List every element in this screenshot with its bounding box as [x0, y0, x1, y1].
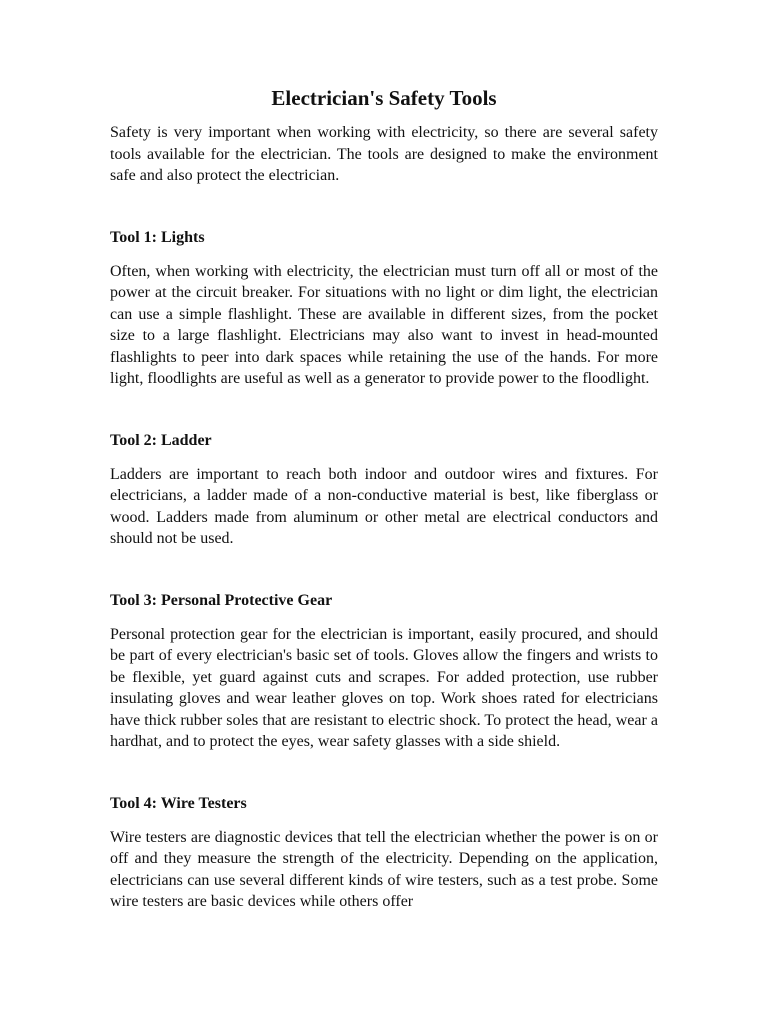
- intro-paragraph: Safety is very important when working with electricity, so there are several safety tools available for the electrician. The tools are designed to make the environment safe and also protect the electrician.: [110, 124, 658, 184]
- document-title: Electrician's Safety Tools: [271, 86, 497, 110]
- section-heading: Tool 1: Lights: [110, 228, 205, 246]
- section-heading: Tool 4: Wire Testers: [110, 794, 247, 812]
- section-heading: Tool 2: Ladder: [110, 431, 212, 449]
- section-heading: Tool 3: Personal Protective Gear: [110, 591, 333, 609]
- section-body: Often, when working with electricity, the electrician must turn off all or most of the power at the circuit breaker. For situations with no light or dim light, the electrician can use a simple flashlight. These are available in different sizes, from the pocket size to a large flashlight. Electricians may also want to invest in head-mounted flashlights to peer into dark spaces while retaining the use of the hands. For more light, floodlights are useful as well as a generator to provide power to the floodlight.: [110, 262, 658, 387]
- section-tool-3-protective-gear: [110, 590, 658, 753]
- section-body: Ladders are important to reach both indoor and outdoor wires and fixtures. For electricians, a ladder made of a non-conductive material is best, like fiberglass or wood. Ladders made from aluminum or other metal are electrical conductors and should not be used.: [110, 465, 658, 547]
- document-page: [110, 84, 658, 913]
- section-tool-1-lights: [110, 227, 658, 390]
- section-tool-2-ladder: [110, 430, 658, 550]
- section-tool-4-wire-testers: [110, 793, 658, 913]
- section-body: Wire testers are diagnostic devices that tell the electrician whether the power is on or off and they measure the strength of the electricity. Depending on the application, electricians can use several different kinds of wire testers, such as a test probe. Some wire testers are basic devices while others offer: [110, 828, 658, 910]
- section-body: Personal protection gear for the electrician is important, easily procured, and should be part of every electrician's basic set of tools. Gloves allow the fingers and wrists to be flexible, yet guard against cuts and scrapes. For added protection, use rubber insulating gloves and wear leather gloves on top. Work shoes rated for electricians have thick rubber soles that are resistant to electric shock. To protect the head, wear a hardhat, and to protect the eyes, wear safety glasses with a side shield.: [110, 625, 658, 750]
